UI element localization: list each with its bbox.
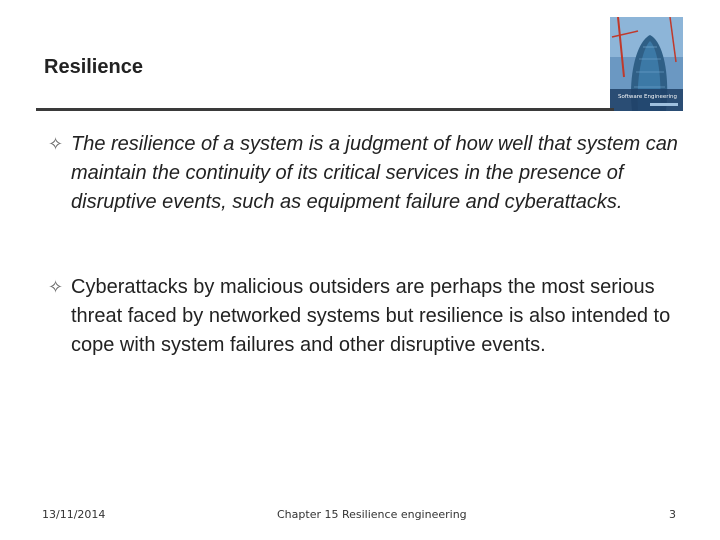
bullet-item	[48, 273, 688, 360]
book-cover-icon	[610, 17, 683, 111]
title-divider	[36, 108, 614, 111]
star-bullet-icon: ✧	[48, 134, 64, 155]
bullet-text: Cyberattacks by malicious outsiders are perhaps the most serious threat faced by networked systems but resilience is also intended to cope with system failures and other disruptive events.	[71, 276, 671, 356]
slide-title: Resilience	[44, 56, 143, 78]
bullet-text: The resilience of a system is a judgment of how well that system can maintain the continuity of its critical services in the presence of disruptive events, such as equipment failure and cyberattacks.	[71, 133, 678, 213]
star-bullet-icon: ✧	[48, 277, 64, 298]
page-number: 3	[669, 508, 676, 521]
bullet-list	[48, 130, 688, 416]
cover-title: Software Engineering	[618, 94, 677, 100]
footer-date: 13/11/2014	[42, 508, 106, 521]
footer-chapter: Chapter 15 Resilience engineering	[277, 508, 467, 521]
bullet-item	[48, 130, 688, 217]
book-cover-image	[610, 17, 683, 111]
